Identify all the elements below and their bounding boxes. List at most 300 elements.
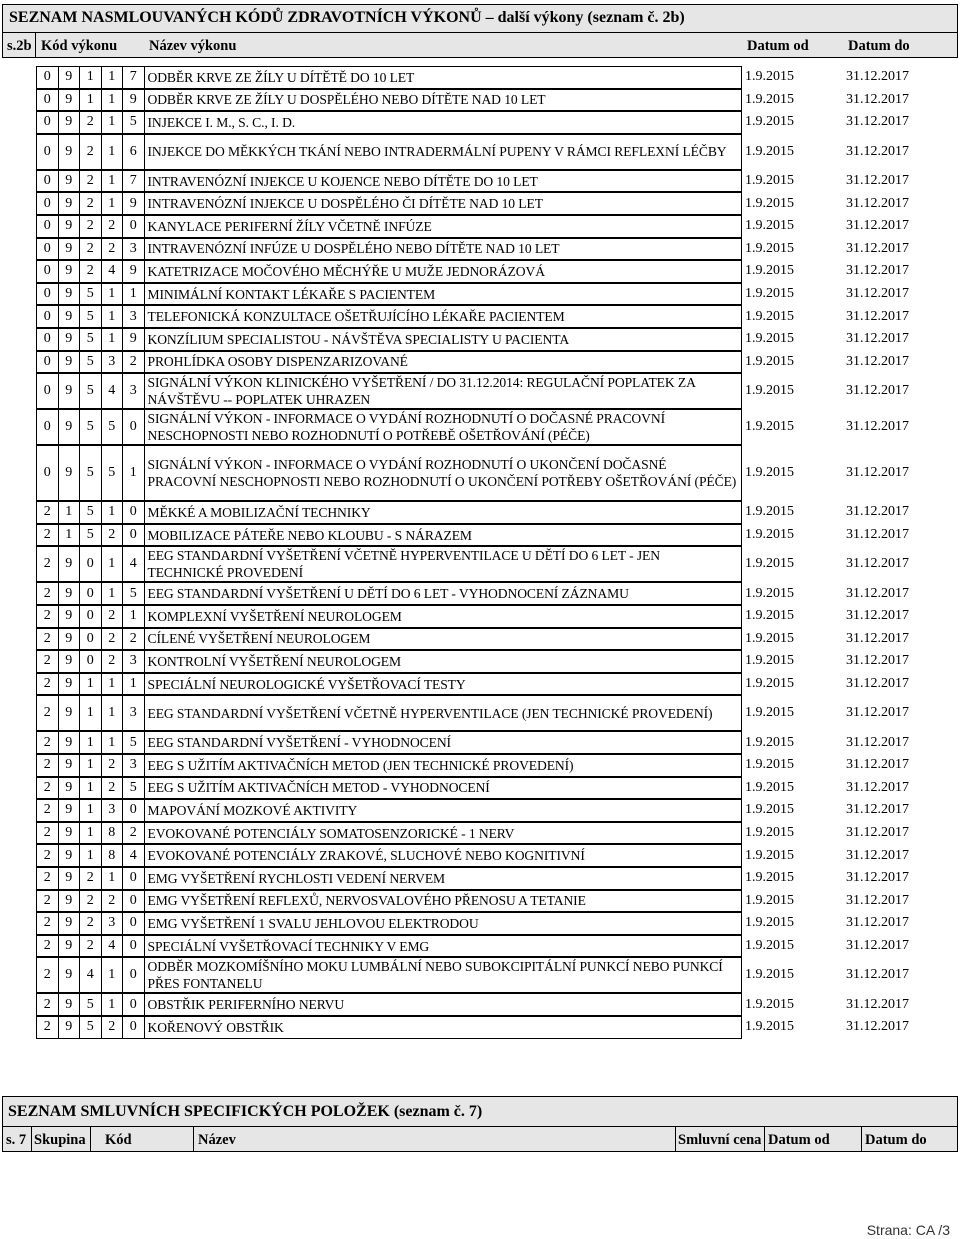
service-name: TELEFONICKÁ KONZULTACE OŠETŘUJÍCÍHO LÉKAŘE PACIENTEM bbox=[144, 305, 742, 328]
code-digit: 1 bbox=[101, 192, 123, 215]
code-digit: 9 bbox=[122, 192, 144, 215]
code-digit: 2 bbox=[122, 822, 144, 845]
code-digit: 9 bbox=[58, 111, 80, 134]
code-digit: 1 bbox=[101, 501, 123, 524]
code-digit: 9 bbox=[58, 605, 80, 628]
code-digit: 9 bbox=[58, 628, 80, 651]
date-to: 31.12.2017 bbox=[846, 286, 909, 302]
code-digit: 0 bbox=[79, 605, 101, 628]
col-list: s.2b bbox=[7, 38, 32, 54]
code-digit: 1 bbox=[101, 867, 123, 890]
date-to: 31.12.2017 bbox=[846, 892, 909, 908]
code-digit: 1 bbox=[101, 546, 123, 582]
date-to: 31.12.2017 bbox=[846, 465, 909, 481]
date-from: 1.9.2015 bbox=[745, 331, 794, 347]
service-name: OBSTŘIK PERIFERNÍHO NERVU bbox=[144, 993, 742, 1016]
code-digit: 0 bbox=[122, 957, 144, 993]
table-row bbox=[36, 650, 954, 673]
code-digit: 9 bbox=[58, 373, 80, 409]
code-digit: 9 bbox=[58, 170, 80, 193]
date-from: 1.9.2015 bbox=[745, 114, 794, 130]
code-digit: 2 bbox=[101, 628, 123, 651]
service-name: MINIMÁLNÍ KONTAKT LÉKAŘE S PACIENTEM bbox=[144, 283, 742, 306]
code-digit: 2 bbox=[36, 673, 58, 696]
table-row bbox=[36, 582, 954, 605]
col2-from: Datum od bbox=[768, 1132, 830, 1148]
table-row bbox=[36, 993, 954, 1016]
date-from: 1.9.2015 bbox=[745, 915, 794, 931]
date-from: 1.9.2015 bbox=[745, 779, 794, 795]
code-digit: 2 bbox=[101, 890, 123, 913]
code-digit: 2 bbox=[36, 890, 58, 913]
code-digit: 0 bbox=[36, 66, 58, 89]
date-from: 1.9.2015 bbox=[745, 383, 794, 399]
date-from: 1.9.2015 bbox=[745, 757, 794, 773]
code-digit: 2 bbox=[79, 215, 101, 238]
date-to: 31.12.2017 bbox=[846, 173, 909, 189]
code-digit: 5 bbox=[79, 305, 101, 328]
code-digit: 1 bbox=[79, 66, 101, 89]
code-digit: 2 bbox=[36, 546, 58, 582]
date-from: 1.9.2015 bbox=[745, 892, 794, 908]
code-digit: 6 bbox=[122, 134, 144, 170]
code-digit: 5 bbox=[79, 445, 101, 501]
code-digit: 2 bbox=[79, 170, 101, 193]
code-digit: 2 bbox=[79, 238, 101, 261]
code-digit: 1 bbox=[101, 283, 123, 306]
table-row bbox=[36, 305, 954, 328]
code-digit: 0 bbox=[122, 890, 144, 913]
code-digit: 2 bbox=[36, 935, 58, 958]
date-from: 1.9.2015 bbox=[745, 353, 794, 369]
code-digit: 4 bbox=[79, 957, 101, 993]
table-row bbox=[36, 283, 954, 306]
service-name: EMG VYŠETŘENÍ REFLEXŮ, NERVOSVALOVÉHO PŘENOSU A TETANIE bbox=[144, 890, 742, 913]
code-digit: 9 bbox=[58, 89, 80, 112]
code-digit: 0 bbox=[122, 799, 144, 822]
code-digit: 0 bbox=[122, 1016, 144, 1039]
code-digit: 1 bbox=[101, 582, 123, 605]
date-to: 31.12.2017 bbox=[846, 938, 909, 954]
date-to: 31.12.2017 bbox=[846, 734, 909, 750]
code-digit: 2 bbox=[36, 524, 58, 547]
code-digit: 7 bbox=[122, 170, 144, 193]
section2-title: SEZNAM SMLUVNÍCH SPECIFICKÝCH POLOŽEK (seznam č. 7) bbox=[3, 1097, 957, 1127]
code-digit: 2 bbox=[36, 1016, 58, 1039]
code-digit: 0 bbox=[36, 192, 58, 215]
table-row bbox=[36, 799, 954, 822]
code-digit: 4 bbox=[122, 546, 144, 582]
date-to: 31.12.2017 bbox=[846, 331, 909, 347]
date-from: 1.9.2015 bbox=[745, 527, 794, 543]
code-digit: 1 bbox=[101, 673, 123, 696]
code-digit: 0 bbox=[79, 546, 101, 582]
code-digit: 4 bbox=[122, 844, 144, 867]
code-digit: 4 bbox=[101, 260, 123, 283]
code-digit: 9 bbox=[58, 1016, 80, 1039]
code-digit: 9 bbox=[58, 754, 80, 777]
table-row bbox=[36, 867, 954, 890]
date-to: 31.12.2017 bbox=[846, 802, 909, 818]
table-row bbox=[36, 754, 954, 777]
date-to: 31.12.2017 bbox=[846, 608, 909, 624]
code-digit: 2 bbox=[79, 890, 101, 913]
code-digit: 2 bbox=[79, 260, 101, 283]
code-digit: 0 bbox=[36, 328, 58, 351]
service-name: CÍLENÉ VYŠETŘENÍ NEUROLOGEM bbox=[144, 628, 742, 651]
code-digit: 9 bbox=[58, 215, 80, 238]
service-name: INTRAVENÓZNÍ INFÚZE U DOSPĚLÉHO NEBO DÍTĚTE NAD 10 LET bbox=[144, 238, 742, 261]
service-name: INJEKCE I. M., S. C., I. D. bbox=[144, 111, 742, 134]
date-from: 1.9.2015 bbox=[745, 676, 794, 692]
service-name: EMG VYŠETŘENÍ 1 SVALU JEHLOVOU ELEKTRODOU bbox=[144, 912, 742, 935]
code-digit: 0 bbox=[122, 935, 144, 958]
code-digit: 1 bbox=[101, 89, 123, 112]
code-digit: 9 bbox=[58, 283, 80, 306]
code-digit: 3 bbox=[101, 351, 123, 374]
table-row bbox=[36, 957, 954, 993]
code-digit: 1 bbox=[79, 695, 101, 731]
code-digit: 9 bbox=[58, 912, 80, 935]
table-row bbox=[36, 524, 954, 547]
code-digit: 1 bbox=[79, 822, 101, 845]
col2-code: Kód bbox=[105, 1132, 132, 1148]
code-digit: 1 bbox=[79, 844, 101, 867]
code-digit: 7 bbox=[122, 66, 144, 89]
code-digit: 9 bbox=[58, 66, 80, 89]
service-name: KOŘENOVÝ OBSTŘIK bbox=[144, 1016, 742, 1039]
code-digit: 5 bbox=[122, 731, 144, 754]
code-digit: 1 bbox=[79, 754, 101, 777]
code-digit: 3 bbox=[122, 695, 144, 731]
table-row bbox=[36, 628, 954, 651]
code-digit: 9 bbox=[58, 935, 80, 958]
date-to: 31.12.2017 bbox=[846, 705, 909, 721]
table-row bbox=[36, 912, 954, 935]
code-digit: 1 bbox=[101, 731, 123, 754]
code-digit: 1 bbox=[79, 673, 101, 696]
table-row bbox=[36, 935, 954, 958]
service-name: EVOKOVANÉ POTENCIÁLY ZRAKOVÉ, SLUCHOVÉ NEBO KOGNITIVNÍ bbox=[144, 844, 742, 867]
code-digit: 1 bbox=[122, 445, 144, 501]
code-digit: 1 bbox=[58, 501, 80, 524]
service-name: ODBĚR KRVE ZE ŽÍLY U DOSPĚLÉHO NEBO DÍTĚTE NAD 10 LET bbox=[144, 89, 742, 112]
code-digit: 1 bbox=[79, 89, 101, 112]
date-to: 31.12.2017 bbox=[846, 69, 909, 85]
code-digit: 0 bbox=[36, 305, 58, 328]
date-from: 1.9.2015 bbox=[745, 143, 794, 159]
code-digit: 5 bbox=[79, 524, 101, 547]
col2-to: Datum do bbox=[865, 1132, 927, 1148]
code-digit: 2 bbox=[36, 777, 58, 800]
date-to: 31.12.2017 bbox=[846, 915, 909, 931]
table-row bbox=[36, 445, 954, 501]
code-digit: 2 bbox=[122, 628, 144, 651]
code-digit: 9 bbox=[58, 328, 80, 351]
date-to: 31.12.2017 bbox=[846, 419, 909, 435]
date-from: 1.9.2015 bbox=[745, 608, 794, 624]
code-digit: 9 bbox=[58, 445, 80, 501]
date-from: 1.9.2015 bbox=[745, 308, 794, 324]
service-name: INTRAVENÓZNÍ INJEKCE U DOSPĚLÉHO ČI DÍTĚTE NAD 10 LET bbox=[144, 192, 742, 215]
code-digit: 2 bbox=[36, 731, 58, 754]
code-digit: 5 bbox=[79, 501, 101, 524]
code-digit: 9 bbox=[58, 192, 80, 215]
col2-list: s. 7 bbox=[6, 1132, 27, 1148]
code-digit: 5 bbox=[122, 777, 144, 800]
col2-group: Skupina bbox=[34, 1132, 86, 1148]
code-digit: 9 bbox=[58, 867, 80, 890]
code-digit: 1 bbox=[122, 605, 144, 628]
code-digit: 0 bbox=[36, 283, 58, 306]
table-row bbox=[36, 192, 954, 215]
code-digit: 2 bbox=[79, 111, 101, 134]
column-headers bbox=[3, 33, 957, 57]
code-digit: 9 bbox=[58, 409, 80, 445]
code-digit: 1 bbox=[79, 799, 101, 822]
date-to: 31.12.2017 bbox=[846, 967, 909, 983]
table-row bbox=[36, 890, 954, 913]
code-digit: 0 bbox=[122, 867, 144, 890]
service-name: SIGNÁLNÍ VÝKON - INFORMACE O VYDÁNÍ ROZHODNUTÍ O UKONČENÍ DOČASNÉ PRACOVNÍ NESCHOPNOSTI NEBO ROZHODNUTÍ O UKONČENÍ POTŘEBY OŠETŘOVÁNÍ (PÉČE) bbox=[144, 445, 742, 501]
date-from: 1.9.2015 bbox=[745, 91, 794, 107]
code-digit: 1 bbox=[58, 524, 80, 547]
date-to: 31.12.2017 bbox=[846, 1019, 909, 1035]
date-from: 1.9.2015 bbox=[745, 585, 794, 601]
code-digit: 0 bbox=[36, 238, 58, 261]
code-digit: 4 bbox=[101, 373, 123, 409]
service-name: KONTROLNÍ VYŠETŘENÍ NEUROLOGEM bbox=[144, 650, 742, 673]
code-digit: 0 bbox=[122, 524, 144, 547]
service-name: KOMPLEXNÍ VYŠETŘENÍ NEUROLOGEM bbox=[144, 605, 742, 628]
code-digit: 2 bbox=[101, 238, 123, 261]
code-digit: 2 bbox=[122, 351, 144, 374]
date-from: 1.9.2015 bbox=[745, 556, 794, 572]
code-digit: 2 bbox=[101, 650, 123, 673]
service-name: ODBĚR KRVE ZE ŽÍLY U DÍTĚTĚ DO 10 LET bbox=[144, 66, 742, 89]
code-digit: 2 bbox=[36, 844, 58, 867]
date-from: 1.9.2015 bbox=[745, 69, 794, 85]
code-digit: 5 bbox=[79, 993, 101, 1016]
service-name: EEG STANDARDNÍ VYŠETŘENÍ VČETNĚ HYPERVENTILACE U DĚTÍ DO 6 LET - JEN TECHNICKÉ PROVEDENÍ bbox=[144, 546, 742, 582]
date-from: 1.9.2015 bbox=[745, 218, 794, 234]
table-row bbox=[36, 260, 954, 283]
table-row bbox=[36, 695, 954, 731]
date-to: 31.12.2017 bbox=[846, 676, 909, 692]
code-digit: 0 bbox=[122, 501, 144, 524]
table-row bbox=[36, 1016, 954, 1039]
date-from: 1.9.2015 bbox=[745, 173, 794, 189]
date-from: 1.9.2015 bbox=[745, 419, 794, 435]
date-from: 1.9.2015 bbox=[745, 705, 794, 721]
code-digit: 0 bbox=[36, 351, 58, 374]
date-to: 31.12.2017 bbox=[846, 653, 909, 669]
service-name: EMG VYŠETŘENÍ RYCHLOSTI VEDENÍ NERVEM bbox=[144, 867, 742, 890]
table-row bbox=[36, 170, 954, 193]
code-digit: 5 bbox=[122, 582, 144, 605]
code-digit: 0 bbox=[122, 993, 144, 1016]
code-digit: 2 bbox=[36, 628, 58, 651]
service-name: EEG STANDARDNÍ VYŠETŘENÍ VČETNĚ HYPERVENTILACE (JEN TECHNICKÉ PROVEDENÍ) bbox=[144, 695, 742, 731]
table-row bbox=[36, 328, 954, 351]
table-row bbox=[36, 673, 954, 696]
service-name: EEG STANDARDNÍ VYŠETŘENÍ - VYHODNOCENÍ bbox=[144, 731, 742, 754]
col-to: Datum do bbox=[848, 38, 910, 54]
date-from: 1.9.2015 bbox=[745, 504, 794, 520]
service-name: EEG STANDARDNÍ VYŠETŘENÍ U DĚTÍ DO 6 LET - VYHODNOCENÍ ZÁZNAMU bbox=[144, 582, 742, 605]
code-digit: 2 bbox=[36, 822, 58, 845]
col-code: Kód výkonu bbox=[41, 38, 118, 54]
code-digit: 1 bbox=[79, 731, 101, 754]
service-name: SPECIÁLNÍ NEUROLOGICKÉ VYŠETŘOVACÍ TESTY bbox=[144, 673, 742, 696]
table-row bbox=[36, 822, 954, 845]
service-name: KATETRIZACE MOČOVÉHO MĚCHÝŘE U MUŽE JEDNORÁZOVÁ bbox=[144, 260, 742, 283]
date-to: 31.12.2017 bbox=[846, 630, 909, 646]
date-to: 31.12.2017 bbox=[846, 779, 909, 795]
service-name: SIGNÁLNÍ VÝKON - INFORMACE O VYDÁNÍ ROZHODNUTÍ O DOČASNÉ PRACOVNÍ NESCHOPNOSTI NEBO ROZHODNUTÍ O POTŘEBĚ OŠETŘOVÁNÍ (PÉČE) bbox=[144, 409, 742, 445]
date-to: 31.12.2017 bbox=[846, 757, 909, 773]
code-digit: 2 bbox=[101, 754, 123, 777]
table-row bbox=[36, 546, 954, 582]
code-digit: 2 bbox=[36, 754, 58, 777]
date-to: 31.12.2017 bbox=[846, 240, 909, 256]
code-digit: 1 bbox=[101, 66, 123, 89]
code-digit: 9 bbox=[58, 546, 80, 582]
table-row bbox=[36, 373, 954, 409]
date-to: 31.12.2017 bbox=[846, 91, 909, 107]
code-digit: 2 bbox=[36, 912, 58, 935]
table-row bbox=[36, 66, 954, 89]
date-from: 1.9.2015 bbox=[745, 653, 794, 669]
date-from: 1.9.2015 bbox=[745, 286, 794, 302]
code-digit: 2 bbox=[36, 867, 58, 890]
code-digit: 2 bbox=[36, 650, 58, 673]
date-to: 31.12.2017 bbox=[846, 527, 909, 543]
col2-price: Smluvní cena bbox=[678, 1132, 762, 1148]
table-row bbox=[36, 777, 954, 800]
code-digit: 9 bbox=[58, 260, 80, 283]
date-from: 1.9.2015 bbox=[745, 847, 794, 863]
section2-column-headers bbox=[3, 1127, 957, 1151]
code-digit: 8 bbox=[101, 822, 123, 845]
code-digit: 9 bbox=[58, 673, 80, 696]
date-to: 31.12.2017 bbox=[846, 870, 909, 886]
table-row bbox=[36, 605, 954, 628]
code-digit: 5 bbox=[79, 328, 101, 351]
code-digit: 2 bbox=[36, 605, 58, 628]
code-digit: 5 bbox=[79, 351, 101, 374]
code-digit: 5 bbox=[79, 283, 101, 306]
code-digit: 9 bbox=[58, 238, 80, 261]
code-digit: 2 bbox=[79, 935, 101, 958]
code-digit: 0 bbox=[122, 409, 144, 445]
code-digit: 1 bbox=[122, 673, 144, 696]
code-digit: 0 bbox=[36, 111, 58, 134]
code-digit: 0 bbox=[122, 912, 144, 935]
code-digit: 2 bbox=[101, 215, 123, 238]
service-name: KONZÍLIUM SPECIALISTOU - NÁVŠTĚVA SPECIALISTY U PACIENTA bbox=[144, 328, 742, 351]
service-name: INJEKCE DO MĚKKÝCH TKÁNÍ NEBO INTRADERMÁLNÍ PUPENY V RÁMCI REFLEXNÍ LÉČBY bbox=[144, 134, 742, 170]
date-from: 1.9.2015 bbox=[745, 938, 794, 954]
service-name: EEG S UŽITÍM AKTIVAČNÍCH METOD - VYHODNOCENÍ bbox=[144, 777, 742, 800]
code-digit: 9 bbox=[58, 993, 80, 1016]
date-from: 1.9.2015 bbox=[745, 240, 794, 256]
code-digit: 9 bbox=[58, 134, 80, 170]
code-digit: 2 bbox=[36, 957, 58, 993]
code-digit: 3 bbox=[122, 373, 144, 409]
service-name: SIGNÁLNÍ VÝKON KLINICKÉHO VYŠETŘENÍ / DO 31.12.2014: REGULAČNÍ POPLATEK ZA NÁVŠTĚVU -- POPLATEK UHRAZEN bbox=[144, 373, 742, 409]
date-from: 1.9.2015 bbox=[745, 195, 794, 211]
date-to: 31.12.2017 bbox=[846, 308, 909, 324]
service-name: KANYLACE PERIFERNÍ ŽÍLY VČETNĚ INFÚZE bbox=[144, 215, 742, 238]
date-to: 31.12.2017 bbox=[846, 195, 909, 211]
table-row bbox=[36, 111, 954, 134]
date-to: 31.12.2017 bbox=[846, 114, 909, 130]
code-digit: 9 bbox=[122, 260, 144, 283]
code-digit: 5 bbox=[122, 111, 144, 134]
code-digit: 1 bbox=[101, 305, 123, 328]
code-digit: 2 bbox=[36, 799, 58, 822]
code-digit: 2 bbox=[79, 134, 101, 170]
service-name: MĚKKÉ A MOBILIZAČNÍ TECHNIKY bbox=[144, 501, 742, 524]
code-digit: 3 bbox=[122, 754, 144, 777]
code-digit: 9 bbox=[58, 777, 80, 800]
code-digit: 1 bbox=[101, 328, 123, 351]
table-row bbox=[36, 351, 954, 374]
section-title: SEZNAM NASMLOUVANÝCH KÓDŮ ZDRAVOTNÍCH VÝKONŮ – další výkony (seznam č. 2b) bbox=[3, 5, 957, 33]
code-digit: 3 bbox=[122, 238, 144, 261]
code-digit: 0 bbox=[79, 628, 101, 651]
service-name: ODBĚR MOZKOMÍŠNÍHO MOKU LUMBÁLNÍ NEBO SUBOKCIPITÁLNÍ PUNKCÍ NEBO PUNKCÍ PŘES FONTANELU bbox=[144, 957, 742, 993]
service-name: PROHLÍDKA OSOBY DISPENZARIZOVANÉ bbox=[144, 351, 742, 374]
date-to: 31.12.2017 bbox=[846, 847, 909, 863]
code-digit: 3 bbox=[122, 650, 144, 673]
code-digit: 9 bbox=[58, 799, 80, 822]
code-digit: 0 bbox=[36, 134, 58, 170]
code-digit: 9 bbox=[58, 305, 80, 328]
code-digit: 0 bbox=[36, 89, 58, 112]
code-digit: 9 bbox=[58, 844, 80, 867]
date-from: 1.9.2015 bbox=[745, 734, 794, 750]
date-to: 31.12.2017 bbox=[846, 353, 909, 369]
code-digit: 1 bbox=[101, 170, 123, 193]
code-digit: 9 bbox=[58, 582, 80, 605]
code-digit: 1 bbox=[101, 993, 123, 1016]
code-digit: 9 bbox=[122, 328, 144, 351]
table-row bbox=[36, 844, 954, 867]
code-digit: 0 bbox=[36, 409, 58, 445]
page-number: Strana: CA /3 bbox=[866, 1222, 950, 1238]
date-to: 31.12.2017 bbox=[846, 383, 909, 399]
code-digit: 2 bbox=[79, 912, 101, 935]
date-from: 1.9.2015 bbox=[745, 263, 794, 279]
code-digit: 0 bbox=[36, 373, 58, 409]
date-from: 1.9.2015 bbox=[745, 967, 794, 983]
col-name: Název výkonu bbox=[149, 38, 237, 54]
code-digit: 2 bbox=[36, 501, 58, 524]
table-row bbox=[36, 238, 954, 261]
date-from: 1.9.2015 bbox=[745, 870, 794, 886]
code-digit: 1 bbox=[101, 695, 123, 731]
service-name: MOBILIZACE PÁTEŘE NEBO KLOUBU - S NÁRAZEM bbox=[144, 524, 742, 547]
code-digit: 9 bbox=[58, 650, 80, 673]
date-to: 31.12.2017 bbox=[846, 556, 909, 572]
code-digit: 0 bbox=[79, 582, 101, 605]
section-header-7 bbox=[2, 1096, 958, 1152]
code-digit: 5 bbox=[79, 409, 101, 445]
code-digit: 5 bbox=[101, 409, 123, 445]
code-digit: 1 bbox=[101, 111, 123, 134]
